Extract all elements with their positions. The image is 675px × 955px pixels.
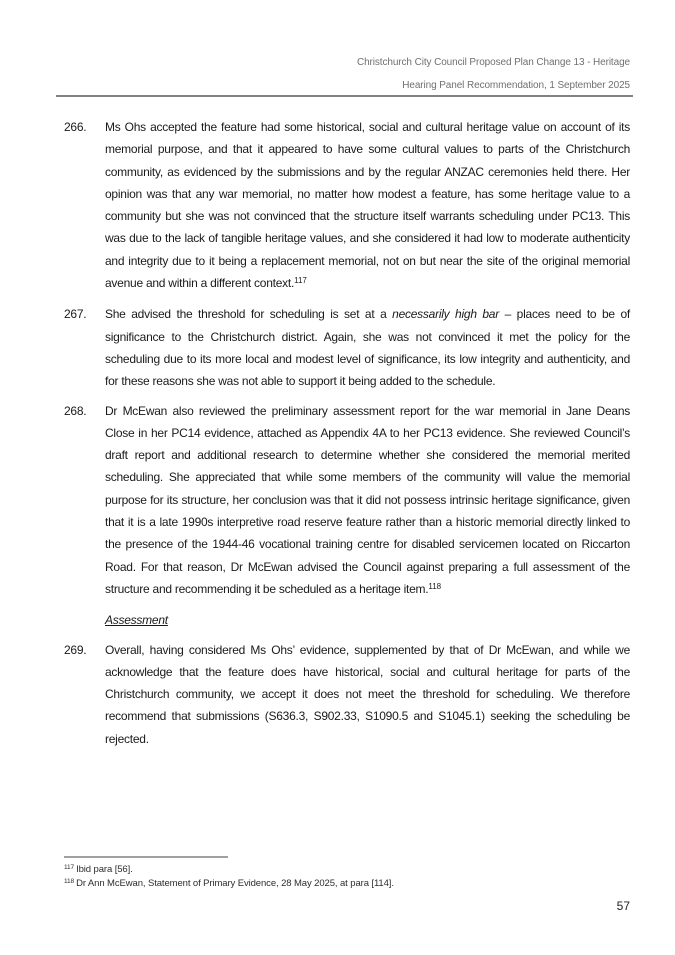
footnote-marker: 118: [64, 878, 75, 885]
page-number: 57: [616, 899, 630, 913]
body-text: She advised the threshold for scheduling is set at a: [105, 307, 393, 322]
italic-text: necessarily high bar: [392, 307, 499, 322]
body-text: Dr McEwan also reviewed the preliminary assessment report for the war memorial in Jane Deans Close in her PC14 evidence, attached as Appendix 4A to her PC13 evidence. She reviewed Council’s draft report and additional research to determine whether she considered the memorial merited scheduling. She appreciated that while some members of the community will value the memorial purpose for its structure, her conclusion was that it did not possess intrinsic heritage significance, given that it is a late 1990s interpretive road reserve feature rather than a historic memorial directly linked to the presence of the 1944-46 vocational training centre for disabled servicemen located on Riccarton Road. For that reason, Dr McEwan advised the Council against preparing a full assessment of the structure and recommending it be scheduled as a heritage item.: [105, 403, 630, 596]
body-text: – places need to be of significance to the Christchurch district. Again, she was not convinced it met the policy for the scheduling due to its more local and modest level of significance, its low integrity and authenticity, and for these reasons she was not able to support it being added to the schedule.: [105, 307, 630, 389]
assessment-heading: Assessment: [105, 613, 168, 628]
footnote-text: Dr Ann McEwan, Statement of Primary Evidence, 28 May 2025, at para [114].: [76, 878, 394, 889]
page-header: [357, 51, 630, 97]
header-line-2: Hearing Panel Recommendation, 1 September 2025: [402, 80, 630, 91]
body-text: Overall, having considered Ms Ohs’ evidence, supplemented by that of Dr McEwan, and while we acknowledge that the feature does have historical, social and cultural heritage for parts of the Christchurch community, we accept it does not meet the threshold for scheduling. We therefore recommend that submissions (S636.3, S902.33, S1090.5 and S1045.1) seeking the scheduling be rejected.: [105, 642, 630, 746]
footnote-reference: 118: [428, 581, 442, 591]
footnote: [64, 863, 624, 877]
paragraph-number: 267.: [64, 307, 87, 322]
footnote-reference: 117: [294, 276, 307, 286]
header-line-1: Christchurch City Council Proposed Plan Change 13 - Heritage: [356, 57, 630, 68]
footnote-separator: [64, 856, 228, 858]
footnote-list: [64, 863, 624, 891]
paragraph-text: [105, 400, 630, 603]
paragraph-text: [105, 303, 630, 392]
paragraph: [64, 303, 630, 392]
footnote-text: Ibid para [56].: [76, 864, 133, 875]
paragraph: [64, 116, 630, 296]
footnote: [64, 877, 624, 891]
paragraph-list: [64, 116, 630, 757]
paragraph: [64, 639, 630, 750]
body-text: Ms Ohs accepted the feature had some historical, social and cultural heritage value on account of its memorial purpose, and that it appeared to have some cultural values to parts of the Christchurch community, as evidenced by the submissions and by the regular ANZAC ceremonies held there. Her opinion was that any war memorial, no matter how modest a feature, has some heritage value to a community but she was not convinced that the structure itself warrants scheduling under PC13. This was due to the lack of tangible heritage values, and she considered it had low to moderate authenticity and integrity due to it being a replacement memorial, not on but near the site of the original memorial avenue and within a different context.: [105, 120, 630, 291]
paragraph-number: 269.: [64, 642, 87, 657]
paragraph: [64, 400, 630, 603]
paragraph-number: 268.: [64, 403, 87, 418]
paragraph-text: [105, 639, 630, 750]
footnote-marker: 117: [64, 864, 75, 871]
paragraph-number: 266.: [64, 120, 87, 134]
paragraph-text: [105, 116, 630, 296]
header-rule: [56, 95, 633, 97]
